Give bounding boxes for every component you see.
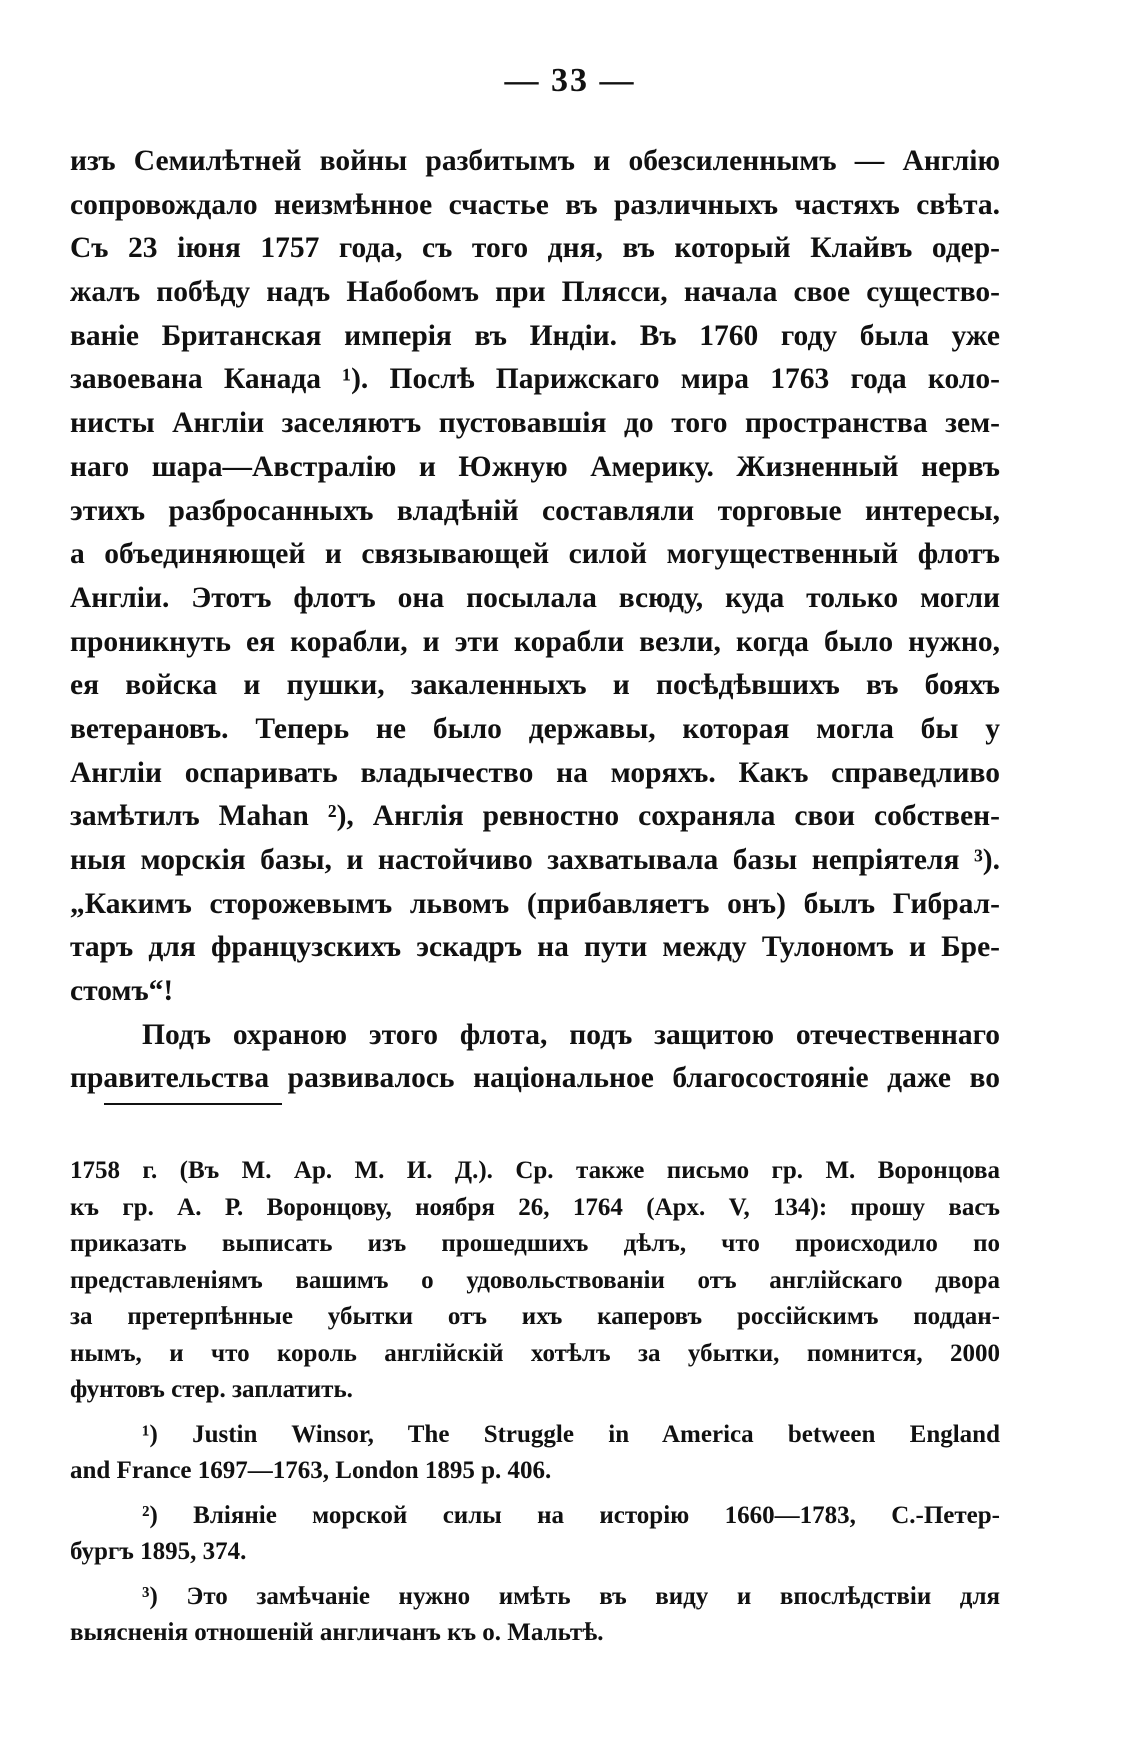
text-line: проникнуть ея корабли, и эти корабли везли, когда было нужно, xyxy=(70,625,1000,658)
footnote-line: нымъ, и что король англійскій хотѣлъ за убытки, помнится, 2000 xyxy=(70,1339,1000,1367)
footnote-line: за претерпѣнные убытки отъ ихъ каперовъ россійскимъ поддан- xyxy=(70,1303,1000,1330)
text-line: нисты Англіи заселяютъ пустовавшія до того пространства зем- xyxy=(70,407,1000,440)
footnote-continuation xyxy=(70,1153,1000,1409)
text-line: а объединяющей и связывающей силой могущественный флотъ xyxy=(70,538,1000,571)
text-line: Съ 23 іюня 1757 года, съ того дня, въ который Клайвъ одер- xyxy=(70,232,1000,265)
footnotes xyxy=(70,1153,1000,1652)
text-line: сопровождало неизмѣнное счастье въ различныхъ частяхъ свѣта. xyxy=(70,188,1000,221)
footnote-line: приказать выписать изъ прошедшихъ дѣлъ, что происходило по xyxy=(70,1230,1000,1257)
text-line: наго шара—Австралію и Южную Америку. Жизненный нервъ xyxy=(70,450,1000,483)
text-line: таръ для французскихъ эскадръ на пути между Тулономъ и Бре- xyxy=(70,931,1000,964)
footnote-1 xyxy=(70,1417,1000,1490)
main-text xyxy=(70,140,1000,1101)
text-line: ея войска и пушки, закаленныхъ и посѣдѣвшихъ въ бояхъ xyxy=(70,669,1000,702)
text-line: ныя морскія базы, и настойчиво захватывала базы непріятеля ³). xyxy=(70,844,1000,876)
text-line: Англіи. Этотъ флотъ она посылала всюду, куда только могли xyxy=(70,581,1000,614)
footnote-line: фунтовъ стер. заплатить. xyxy=(70,1376,353,1403)
text-line: правительства развивалось національное благосостояніе даже во xyxy=(70,1062,1000,1095)
text-line: ваніе Британская имперія въ Индіи. Въ 1760 году была уже xyxy=(70,319,1000,352)
footnote-line: 1758 г. (Въ М. Ар. М. И. Д.). Ср. также письмо гр. М. Воронцова xyxy=(70,1157,1000,1184)
text-line: завоевана Канада ¹). Послѣ Парижскаго мира 1763 года коло- xyxy=(70,363,1000,396)
text-line: ветерановъ. Теперь не было державы, которая могла бы у xyxy=(70,712,1000,745)
footnote-line: къ гр. А. Р. Воронцову, ноября 26, 1764 (Арх. V, 134): прошу васъ xyxy=(70,1193,1000,1221)
footnote-separator xyxy=(104,1103,282,1105)
footnote-line: and France 1697—1763, London 1895 p. 406. xyxy=(70,1457,552,1484)
footnote-line: ³) Это замѣчаніе нужно имѣть въ виду и впослѣдствіи для xyxy=(142,1582,1000,1610)
footnote-2 xyxy=(70,1498,1000,1571)
text-line: замѣтилъ Mahan ²), Англія ревностно сохраняла свои собствен- xyxy=(70,800,1000,833)
footnote-line: представленіямъ вашимъ о удовольствованіи отъ англійскаго двора xyxy=(70,1266,1000,1294)
footnote-line: ²) Вліяніе морской силы на исторію 1660—1783, С.-Петер- xyxy=(142,1501,1000,1529)
text-line-paragraph-start: Подъ охраною этого флота, подъ защитою отечественнаго xyxy=(142,1018,1000,1051)
text-line: „Какимъ сторожевымъ львомъ (прибавляетъ онъ) былъ Гибрал- xyxy=(70,887,1000,920)
footnote-3 xyxy=(70,1579,1000,1652)
text-line: этихъ разбросанныхъ владѣній составляли торговые интересы, xyxy=(70,494,1000,527)
text-line: Англіи оспаривать владычество на моряхъ. Какъ справедливо xyxy=(70,756,1000,789)
text-line: жалъ побѣду надъ Набобомъ при Плясси, начала свое существо- xyxy=(70,276,1000,309)
text-line-paragraph-end: стомъ“! xyxy=(70,975,174,1008)
footnote-line: ¹) Justin Winsor, The Struggle in America between England xyxy=(142,1420,1000,1448)
text-line: изъ Семилѣтней войны разбитымъ и обезсиленнымъ — Англію xyxy=(70,145,1000,177)
footnote-line: выясненія отношеній англичанъ къ о. Мальтѣ. xyxy=(70,1619,604,1646)
page-number: — 33 — xyxy=(504,62,636,99)
footnote-line: бургъ 1895, 374. xyxy=(70,1538,247,1565)
